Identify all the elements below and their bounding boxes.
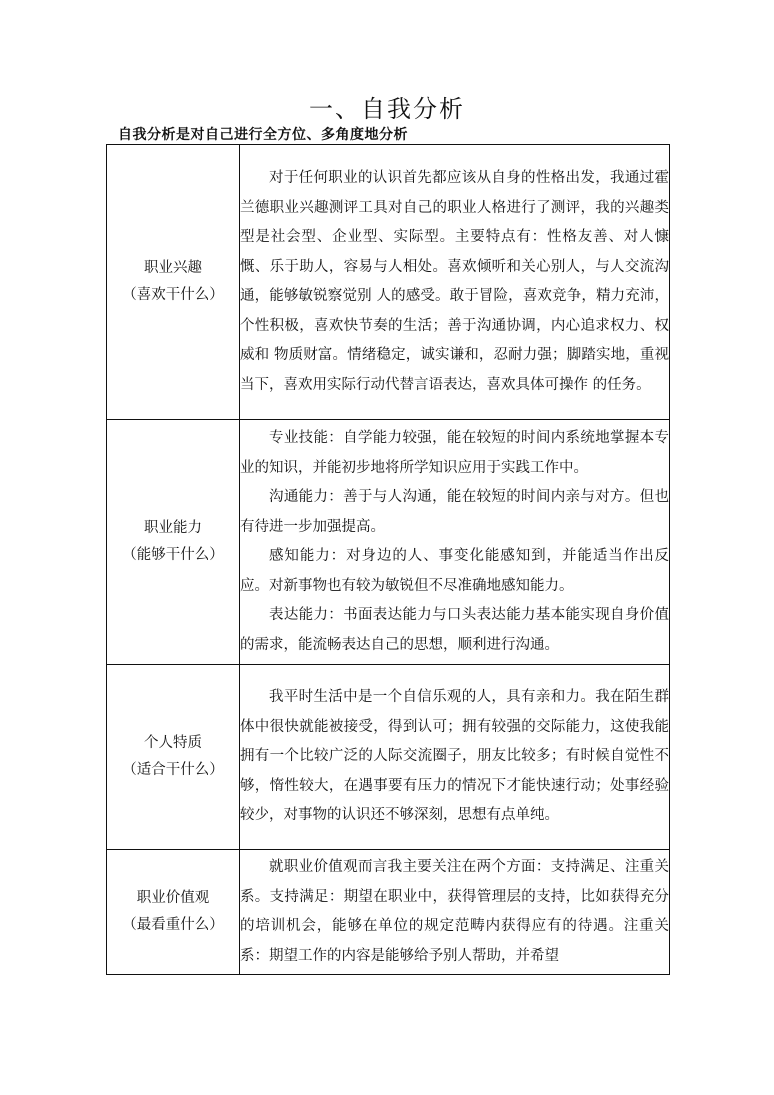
row-label-cell [107,850,240,975]
row-sublabel: （喜欢干什么） [122,287,224,303]
section-subtitle: 自我分析是对自己进行全方位、多角度地分析 [118,127,408,143]
row-label: 职业兴趣 [144,260,202,276]
row-label: 个人特质 [144,735,202,751]
self-analysis-table [106,144,670,975]
row-label: 职业能力 [144,520,202,536]
row-label-cell [107,145,240,420]
table-row [107,420,670,665]
row-sublabel: （适合干什么） [122,762,224,778]
row-label: 职业价值观 [136,890,210,906]
content-paragraph: 沟通能力：善于与人沟通，能在较短的时间内亲与对方。但也有待进一步加强提高。 [240,489,669,535]
content-paragraph: 表达能力：书面表达能力与口头表达能力基本能实现自身价值的需求，能流畅表达自己的思想，顺利进行沟通。 [240,607,669,653]
table-row [107,665,670,850]
page-title: 一、自我分析 [309,95,465,123]
row-content-cell [240,850,670,975]
table-row [107,145,670,420]
row-label-cell [107,665,240,850]
row-label-cell [107,420,240,665]
content-paragraph: 对于任何职业的认识首先都应该从自身的性格出发，我通过霍兰德职业兴趣测评工具对自己的职业人格进行了测评，我的兴趣类型是社会型、企业型、实际型。主要特点有：性格友善、对人慷慨、乐于助人，容易与人相处。喜欢倾听和关心别人，与人交流沟通，能够敏锐察觉别 人的感受。敢于冒险，喜欢竞争，精力充沛，个性积极，喜欢快节奏的生活；善于沟通协调，内心追求权力、权威和 物质财富。情绪稳定，诚实谦和，忍耐力强；脚踏实地，重视当下，喜欢用实际行动代替言语表达，喜欢具体可操作 的任务。 [240,170,669,393]
content-paragraph: 就职业价值观而言我主要关注在两个方面：支持满足、注重关系。支持满足：期望在职业中，获得管理层的支持，比如获得充分的培训机会，能够在单位的规定范畴内获得应有的待遇。注重关系：期望工作的内容是能够给予别人帮助，并希望 [240,859,669,964]
row-content-cell [240,420,670,665]
row-content-cell [240,145,670,420]
content-paragraph: 专业技能：自学能力较强，能在较短的时间内系统地掌握本专业的知识，并能初步地将所学知识应用于实践工作中。 [240,430,669,476]
row-sublabel: （能够干什么） [122,547,224,563]
table-row [107,850,670,975]
row-sublabel: （最看重什么） [122,917,224,933]
row-content-cell [240,665,670,850]
content-paragraph: 感知能力：对身边的人、事变化能感知到，并能适当作出反应。对新事物也有较为敏锐但不尽准确地感知能力。 [240,548,669,594]
content-paragraph: 我平时生活中是一个自信乐观的人，具有亲和力。我在陌生群体中很快就能被接受，得到认可；拥有较强的交际能力，这使我能拥有一个比较广泛的人际交流圈子，朋友比较多；有时候自觉性不够，惰性较大，在遇事要有压力的情况下才能快速行动；处事经验较少，对事物的认识还不够深刻，思想有点单纯。 [240,689,669,824]
